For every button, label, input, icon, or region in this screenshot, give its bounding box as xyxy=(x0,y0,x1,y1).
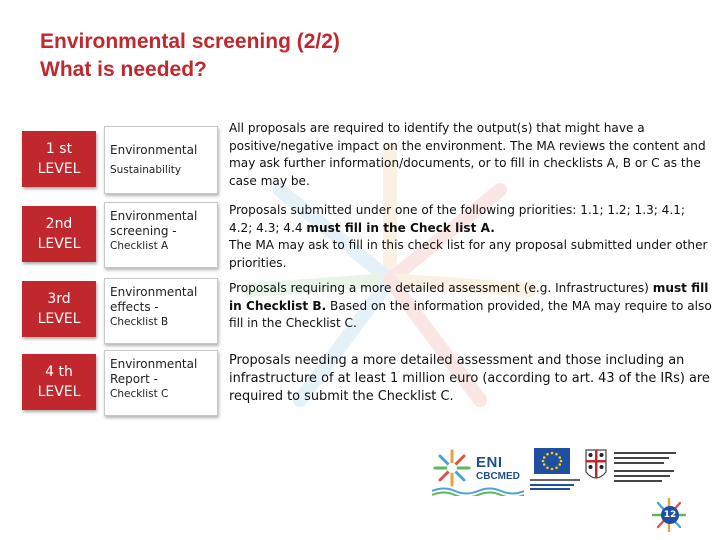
level-number: 1 st xyxy=(45,141,73,157)
level-row-2 xyxy=(22,198,712,274)
page-number-badge xyxy=(652,498,686,532)
level-number: 2nd xyxy=(45,216,73,232)
description-bold-text: must fill in the Check list A. xyxy=(306,220,495,235)
level-description xyxy=(229,120,712,190)
topic-line: Environmental xyxy=(110,143,198,157)
level-topic xyxy=(104,350,218,416)
level-number: 4 th xyxy=(45,364,73,380)
topic-line: effects - xyxy=(110,300,159,314)
topic-line: Environmental xyxy=(110,357,198,371)
eu-caption-lines-icon xyxy=(530,477,580,491)
description-text: Proposals requiring a more detailed assessment (e.g. Infrastructures) xyxy=(229,281,653,295)
topic-line: Checklist B xyxy=(110,316,169,328)
topic-line: Checklist C xyxy=(110,388,169,400)
title-line-1: Environmental screening (2/2) xyxy=(40,30,340,53)
sardinia-crest-icon xyxy=(584,448,608,486)
description-text: Proposals submitted under one of the following priorities: 1.1; 1.2; 1.3; 4.1; 4.2; 4.3; 4.4 xyxy=(229,203,685,235)
level-label: LEVEL xyxy=(37,311,81,327)
level-label: LEVEL xyxy=(37,161,81,177)
wave-icon xyxy=(432,486,524,496)
description-text: The MA may ask to fill in this check list for any proposal submitted under other priorities. xyxy=(229,238,708,270)
level-topic xyxy=(104,126,218,194)
level-topic xyxy=(104,202,218,268)
description-bold-text: must fill in Checklist B. xyxy=(229,281,709,313)
level-number: 3rd xyxy=(47,291,71,307)
eu-stars-icon xyxy=(534,448,570,474)
cbcmed-logo-text: CBCMED xyxy=(476,471,520,482)
level-description xyxy=(229,202,712,272)
region-name-lines-icon xyxy=(614,448,684,488)
level-badge xyxy=(22,281,96,337)
level-badge xyxy=(22,354,96,410)
level-label: LEVEL xyxy=(37,236,81,252)
page-number: 12 xyxy=(661,506,679,524)
level-row-4 xyxy=(22,348,712,424)
page-title xyxy=(40,28,340,84)
description-text: Proposals needing a more detailed assessment and those including an infrastructure of at least 1 million euro (according to art. 43 of the IRs) are required to submit the Checklist C. xyxy=(229,353,710,404)
eu-flag-icon xyxy=(534,448,570,474)
topic-line: Sustainability xyxy=(110,164,182,176)
level-row-1 xyxy=(22,122,712,198)
level-badge xyxy=(22,206,96,262)
level-row-3 xyxy=(22,274,712,348)
level-badge xyxy=(22,131,96,187)
level-description xyxy=(229,280,712,333)
level-description xyxy=(229,352,712,406)
eni-cbcmed-logo xyxy=(432,446,528,496)
topic-line: Checklist A xyxy=(110,240,169,252)
topic-line: Environmental xyxy=(110,209,198,223)
eni-logo-text: ENI xyxy=(476,454,503,471)
topic-line: screening - xyxy=(110,224,177,238)
description-text: Based on the information provided, the MA may require to also fill in the Checklist C. xyxy=(229,298,712,330)
level-label: LEVEL xyxy=(37,384,81,400)
topic-line: Report - xyxy=(110,372,158,386)
description-text: All proposals are required to identify the output(s) that might have a positive/negative impact on the environment. The MA reviews the content and may ask further information/documents, or to fill in checklists A, B or C as the case may be. xyxy=(229,121,706,188)
level-topic xyxy=(104,278,218,344)
topic-line: Environmental xyxy=(110,285,198,299)
partner-logos xyxy=(432,446,684,496)
title-line-2: What is needed? xyxy=(40,58,207,81)
sun-logo-icon xyxy=(432,448,472,488)
